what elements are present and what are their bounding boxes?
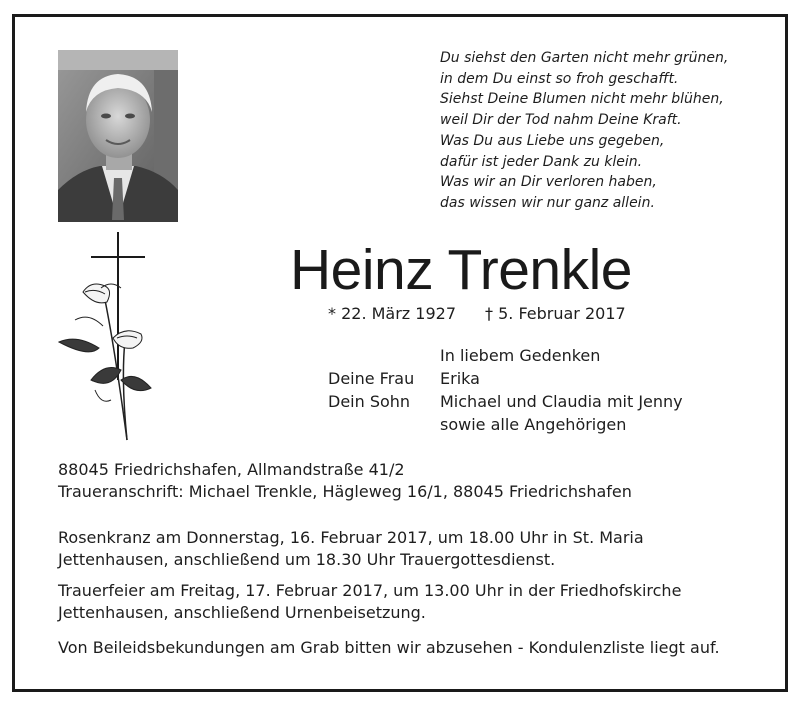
- address-line: 88045 Friedrichshafen, Allmandstraße 41/2: [58, 460, 405, 479]
- poem-line: Was wir an Dir verloren haben,: [440, 174, 657, 191]
- cross-icon: [91, 232, 145, 380]
- rosary-info: Jettenhausen, anschließend um 18.30 Uhr Trauergottesdienst.: [58, 550, 556, 569]
- mourner-names: Erika: [440, 369, 480, 388]
- poem-line: Was Du aus Liebe uns gegeben,: [440, 132, 665, 149]
- mourning-address-line: Traueranschrift: Michael Trenkle, Hägleweg 16/1, 88045 Friedrichshafen: [58, 482, 632, 501]
- portrait-photo: [58, 50, 178, 222]
- poem-line: in dem Du einst so froh geschafft.: [440, 70, 679, 87]
- mourner-names: Michael und Claudia mit Jenny: [440, 392, 683, 411]
- mourner-relation: Dein Sohn: [328, 392, 411, 411]
- poem-line: Siehst Deine Blumen nicht mehr blühen,: [440, 91, 724, 108]
- in-memory-heading: In liebem Gedenken: [440, 346, 601, 365]
- condolence-note: Von Beileidsbekundungen am Grab bitten wir abzusehen - Kondulenzliste liegt auf.: [58, 638, 720, 657]
- poem-line: weil Dir der Tod nahm Deine Kraft.: [440, 112, 682, 129]
- funeral-info: Jettenhausen, anschließend Urnenbeisetzung.: [58, 603, 426, 622]
- cross-with-lily: [55, 230, 165, 449]
- poem: [440, 48, 728, 214]
- mourners-extra: sowie alle Angehörigen: [440, 415, 627, 434]
- poem-line: das wissen wir nur ganz allein.: [440, 194, 655, 211]
- funeral-info: Trauerfeier am Freitag, 17. Februar 2017, um 13.00 Uhr in der Friedhofskirche: [58, 581, 682, 600]
- mourner-relation: Deine Frau: [328, 369, 415, 388]
- birth-date: * 22. März 1927: [328, 304, 457, 323]
- rosary-info: Rosenkranz am Donnerstag, 16. Februar 2017, um 18.00 Uhr in St. Maria: [58, 528, 644, 547]
- calla-lily-icon: [59, 284, 151, 440]
- poem-line: dafür ist jeder Dank zu klein.: [440, 153, 643, 170]
- deceased-name: Heinz Trenkle: [290, 238, 632, 302]
- poem-line: Du siehst den Garten nicht mehr grünen,: [440, 50, 729, 66]
- death-date: † 5. Februar 2017: [485, 304, 626, 323]
